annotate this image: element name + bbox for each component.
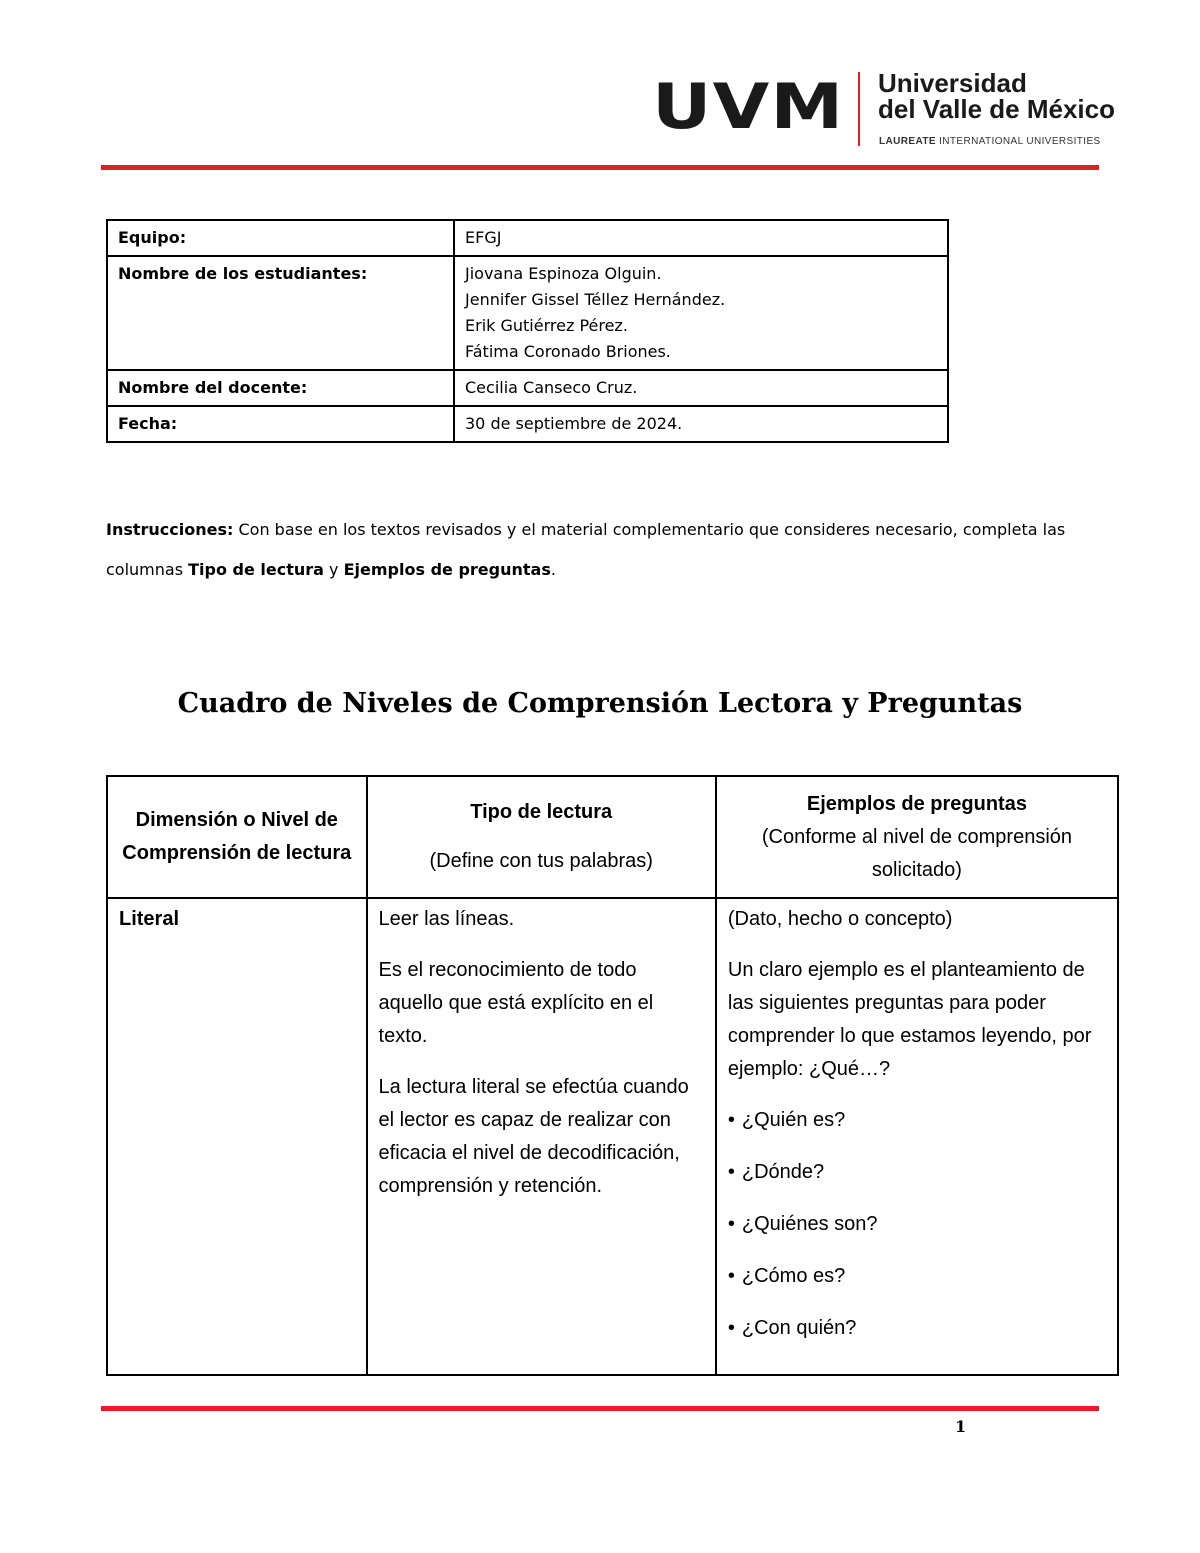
info-value [454,256,948,370]
info-label: Nombre de los estudiantes: [107,256,454,370]
type-paragraph: Leer las líneas. [378,908,515,930]
list-item [728,1208,1107,1241]
team-name: EFGJ [465,228,502,247]
question-text: ¿Con quién? [741,1317,857,1339]
question-text: ¿Dónde? [741,1161,825,1183]
table-row [107,898,1118,1375]
header-subtitle: (Conforme al nivel de comprensión solicitado) [761,825,1073,881]
page-number: 1 [955,1417,967,1436]
logo-abbreviation: UVM [652,70,845,143]
logo-tagline-bold: LAUREATE [879,136,936,147]
level-cell: Literal [107,898,367,1375]
bullet-icon: • [727,1317,735,1339]
instructions-text: y [323,560,344,579]
table-header-row [107,776,1118,898]
header-divider [101,165,1099,170]
type-paragraph: Es el reconocimiento de todo aquello que está explícito en el texto. [378,959,654,1047]
logo-name-line2: del Valle de México [878,94,1115,124]
table-row [107,406,948,442]
instructions-bold-term: Ejemplos de preguntas [343,560,551,579]
list-item [728,1260,1107,1293]
instructions-paragraph [106,510,1086,590]
page-title: Cuadro de Niveles de Comprensión Lectora y Preguntas [177,688,1023,719]
type-paragraph: La lectura literal se efectúa cuando el lector es capaz de realizar con eficacia el nivel de decodificación, comprensión y retención. [378,1076,689,1197]
info-label: Equipo: [107,220,454,256]
university-logo [652,68,1122,150]
examples-text: Un claro ejemplo es el planteamiento de las siguientes preguntas para poder comprender lo que estamos leyendo, por ejemplo: ¿Qué…? [727,959,1092,1080]
date-value: 30 de septiembre de 2024. [465,414,683,433]
instructions-text: Con base en los textos revisados y el material complementario que consideres necesario, completa las columnas [106,520,1066,579]
examples-intro: (Dato, hecho o concepto) [727,908,953,930]
logo-university-name [878,70,1115,122]
bullet-icon: • [727,1109,735,1131]
bullet-icon: • [727,1213,735,1235]
question-text: ¿Cómo es? [741,1265,846,1287]
student-name: Jiovana Espinoza Olguin. [465,264,662,283]
header-subtitle: (Define con tus palabras) [429,850,653,872]
logo-tagline-rest: INTERNATIONAL UNIVERSITIES [939,136,1101,147]
logo-divider [858,72,860,146]
info-label: Fecha: [107,406,454,442]
instructions-label: Instrucciones: [106,520,234,539]
info-value [454,220,948,256]
type-cell [367,898,716,1375]
header-title: Dimensión o Nivel de Comprensión de lectura [122,809,352,864]
examples-cell [716,898,1118,1375]
header-title: Ejemplos de preguntas [806,792,1027,815]
question-text: ¿Quiénes son? [741,1213,878,1235]
question-text: ¿Quién es? [741,1109,846,1131]
info-label: Nombre del docente: [107,370,454,406]
column-header-examples [716,776,1118,898]
list-item [728,1156,1107,1189]
student-info-table [106,219,949,443]
table-row [107,370,948,406]
student-name: Fátima Coronado Briones. [465,342,671,361]
table-row [107,256,948,370]
logo-tagline [879,136,1101,147]
bullet-icon: • [727,1265,735,1287]
bullet-icon: • [727,1161,735,1183]
student-name: Jennifer Gissel Téllez Hernández. [465,290,726,309]
info-value [454,370,948,406]
info-value [454,406,948,442]
column-header-level [107,776,367,898]
comprehension-levels-table [106,775,1119,1376]
table-row [107,220,948,256]
instructions-bold-term: Tipo de lectura [188,560,324,579]
list-item [728,1312,1107,1345]
question-list [728,1104,1107,1345]
list-item [728,1104,1107,1137]
instructions-text: . [550,560,556,579]
logo-name-line1: Universidad [878,68,1027,98]
student-name: Erik Gutiérrez Pérez. [465,316,628,335]
column-header-type [367,776,716,898]
header-title: Tipo de lectura [470,801,613,823]
footer-divider [101,1406,1099,1411]
teacher-name: Cecilia Canseco Cruz. [465,378,638,397]
